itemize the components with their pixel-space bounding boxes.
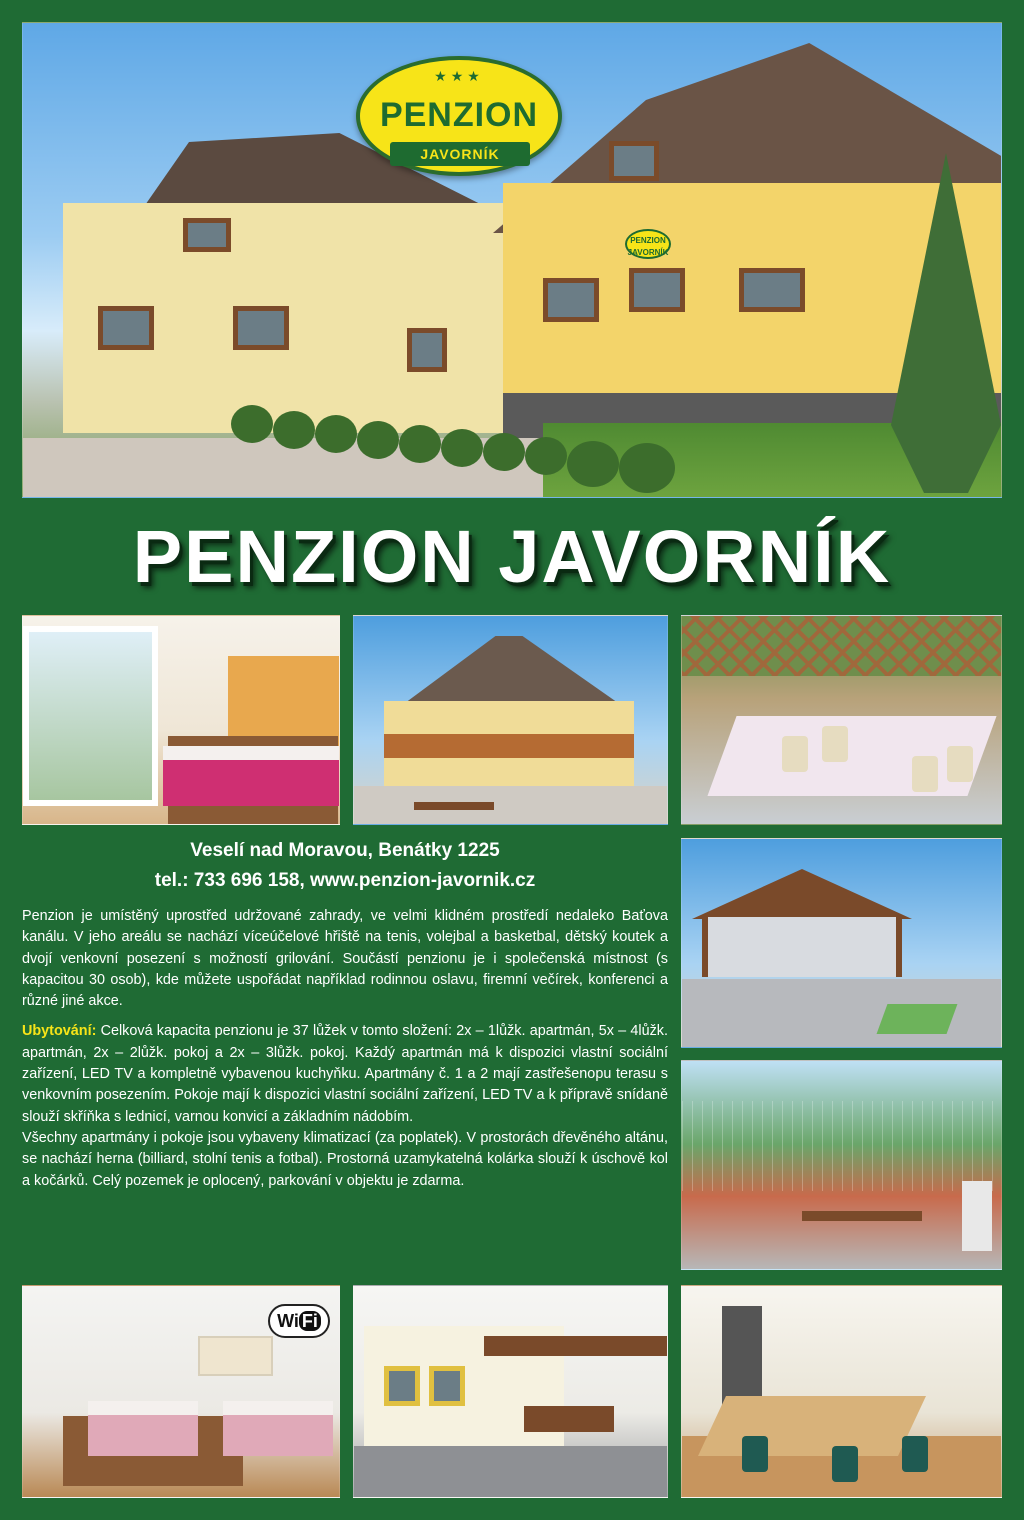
logo-sub: JAVORNÍK	[390, 142, 530, 166]
gazebo-wall	[702, 917, 902, 977]
chair	[912, 756, 938, 792]
paving	[354, 1446, 668, 1498]
photo-bedroom-1	[22, 615, 340, 825]
page-title: PENZION JAVORNÍK	[132, 515, 892, 598]
bed	[163, 746, 340, 806]
shrub	[231, 405, 273, 443]
photo-terrace	[353, 1285, 668, 1498]
fence	[682, 1101, 1002, 1191]
porch-railing	[384, 734, 634, 758]
lattice	[682, 616, 1002, 676]
gazebo-roof	[692, 869, 912, 919]
shrub	[273, 411, 315, 449]
chair	[947, 746, 973, 782]
photo-bungalow	[353, 615, 668, 825]
photo-tennis-court	[681, 1060, 1002, 1270]
shrub	[525, 437, 567, 475]
address: Veselí nad Moravou, Benátky 1225	[190, 840, 500, 861]
shrub	[441, 429, 483, 467]
chair	[822, 726, 848, 762]
house-sign	[625, 229, 671, 259]
house-sign-brand: PENZION	[630, 236, 666, 245]
chair	[902, 1436, 928, 1472]
photo-gazebo	[681, 838, 1002, 1048]
chair	[782, 736, 808, 772]
putting-green	[877, 1004, 958, 1034]
pergola-beam	[484, 1336, 668, 1356]
shrub	[483, 433, 525, 471]
phone-web: tel.: 733 696 158, www.penzion-javornik.cz	[154, 870, 536, 891]
bungalow-roof	[374, 636, 644, 706]
description-paragraph: Penzion je umístěný uprostřed udržované zahrady, ve velmi klidném prostředí nedaleko Baťova kanálu. V jeho areálu se nachází víceúčelové hřiště na tenis, volejbal a basketbal, dětský koutek a dvojí venkovní posezení s možností grilování. Součástí penzionu je i společenská místnost (s kapacitou 30 osob), kde můžete uspořádat například rodinnou oslavu, firemní večírek, konferenci a různé jiné akce.	[22, 908, 668, 1010]
chair	[742, 1436, 768, 1472]
window	[233, 306, 289, 350]
dormer-window	[609, 141, 659, 181]
accommodation-text: Celková kapacita penzionu je 37 lůžek v tomto složení: 2x – 1lůžk. apartmán, 5x – 4lůžk. apartmán, 2x – 2lůžk. pokoj a 2x – 3lůžk. pokoj. Každý apartmán má k dispozici vlastní sociální zařízení, LED TV a kompletně vybavenou kuchyňku. Apartmány č. 1 a 2 mají zastřešenopu terasu s venkovním posezením. Pokoje mají k dispozici vlastní sociální zařízení, LED TV a k přípravě snídaně slouží skříňka s lednicí, varnou konvicí a základním nádobím.	[22, 1023, 668, 1125]
window	[629, 268, 685, 312]
wifi-fi: Fi	[299, 1311, 321, 1331]
bed	[223, 1401, 333, 1456]
balcony-door	[23, 626, 158, 806]
star-rating-icon: ★★★	[434, 68, 484, 84]
contact-block	[22, 836, 668, 896]
window	[739, 268, 805, 312]
house-sign-sub: JAVORNÍK	[627, 248, 669, 257]
paving	[354, 786, 668, 825]
conference-table	[698, 1396, 926, 1456]
bench	[414, 802, 494, 810]
shrub	[567, 441, 619, 487]
chair	[832, 1446, 858, 1482]
window	[384, 1366, 420, 1406]
window	[429, 1366, 465, 1406]
logo-brand: PENZION	[379, 96, 539, 134]
shrub	[357, 421, 399, 459]
window	[98, 306, 154, 350]
wifi-wi: Wi	[277, 1311, 299, 1331]
bench	[802, 1211, 922, 1221]
window	[183, 218, 231, 252]
wifi-icon	[268, 1304, 330, 1338]
penzion-logo	[356, 56, 562, 176]
garden-table	[524, 1406, 614, 1432]
bed	[88, 1401, 198, 1456]
electric-box	[962, 1181, 992, 1251]
window	[543, 278, 599, 322]
shrub	[619, 443, 675, 493]
description	[22, 906, 668, 1201]
wall-cabinet	[198, 1336, 273, 1376]
shrub	[315, 415, 357, 453]
amenities-text: Všechny apartmány i pokoje jsou vybaveny klimatizací (za poplatek). V prostorách dřevěného altánu, se nachází herna (billiard, stolní tenis a fotbal). Prostorná uzamykatelná kolárka slouží k úschově kol a kočárků. Celý pozemek je oplocený, parkování v objektu je zdarma.	[22, 1129, 668, 1189]
description-paragraph	[22, 1021, 668, 1191]
photo-common-room	[681, 1285, 1002, 1498]
accommodation-label: Ubytování:	[22, 1023, 97, 1040]
photo-gazebo-dining	[681, 615, 1002, 825]
shrub	[399, 425, 441, 463]
window	[407, 328, 447, 372]
